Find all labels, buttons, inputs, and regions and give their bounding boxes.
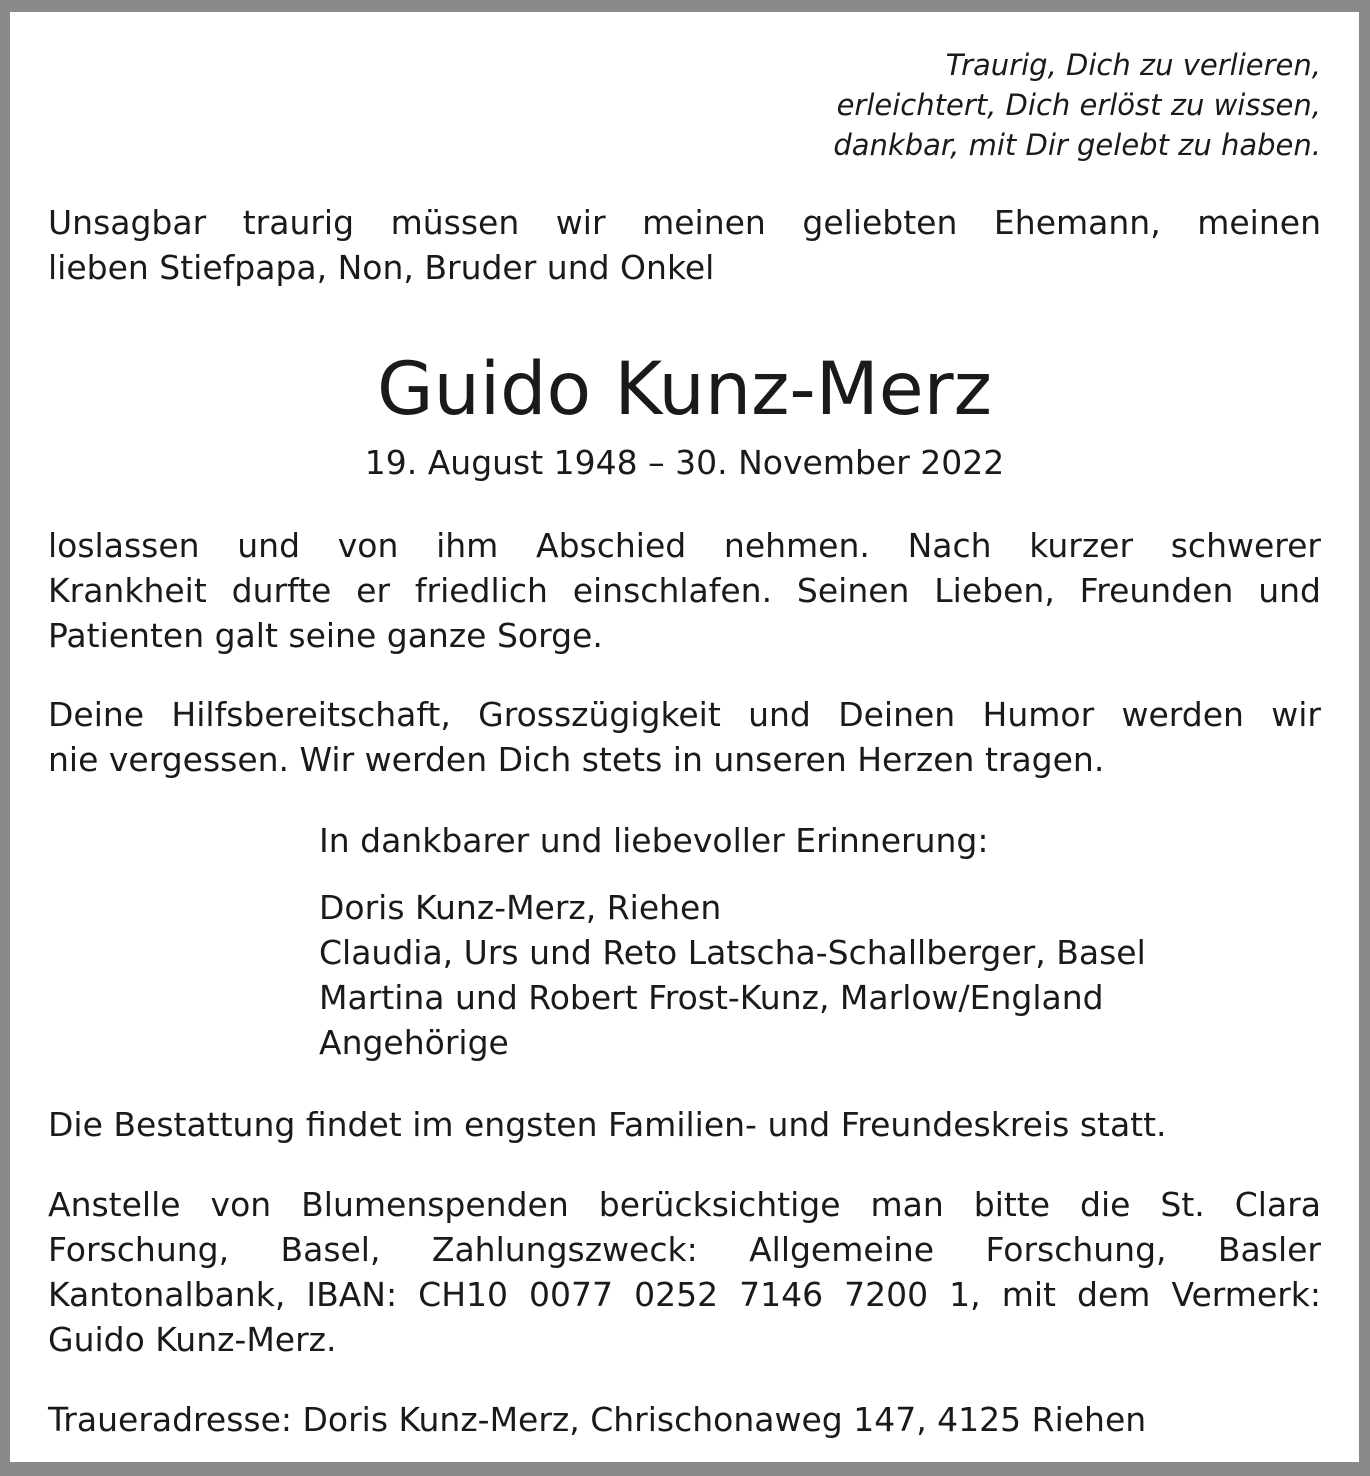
signers-intro bbox=[319, 818, 1319, 863]
deceased-name: Guido Kunz-Merz bbox=[377, 347, 992, 432]
farewell-line: loslassen und von ihm Abschied nehmen. Nach kurzer schwerer bbox=[48, 526, 1321, 565]
donation-line: Anstelle von Blumenspenden berücksichtige man bitte die St. Clara bbox=[48, 1185, 1321, 1224]
donation-line: Guido Kunz-Merz. bbox=[48, 1320, 337, 1359]
donation-line: Kantonalbank, IBAN: CH10 0077 0252 7146 7200 1, mit dem Vermerk: bbox=[48, 1275, 1321, 1314]
mourning-address: Traueradresse: Doris Kunz-Merz, Chrischonaweg 147, 4125 Riehen bbox=[48, 1400, 1147, 1439]
farewell-paragraph bbox=[48, 523, 1321, 658]
farewell-line: Krankheit durfte er friedlich einschlafen. Seinen Lieben, Freunden und bbox=[48, 571, 1321, 610]
donation-line: Forschung, Basel, Zahlungszweck: Allgemeine Forschung, Basler bbox=[48, 1230, 1321, 1269]
intro-paragraph bbox=[48, 200, 1321, 290]
quote-line: Traurig, Dich zu verlieren, bbox=[945, 48, 1321, 82]
epigraph-quote bbox=[48, 45, 1321, 165]
intro-line: Unsagbar traurig müssen wir meinen geliebten Ehemann, meinen bbox=[48, 203, 1321, 242]
signer-name: Angehörige bbox=[319, 1023, 509, 1062]
intro-line: lieben Stiefpapa, Non, Bruder und Onkel bbox=[48, 248, 715, 287]
memory-line: nie vergessen. Wir werden Dich stets in unseren Herzen tragen. bbox=[48, 740, 1105, 779]
donation-paragraph bbox=[48, 1182, 1321, 1362]
signers-intro-text: In dankbarer und liebevoller Erinnerung: bbox=[319, 821, 989, 860]
signer-name: Doris Kunz-Merz, Riehen bbox=[319, 888, 722, 927]
life-dates: 19. August 1948 – 30. November 2022 bbox=[364, 443, 1005, 482]
burial-notice: Die Bestattung findet im engsten Familien- und Freundeskreis statt. bbox=[48, 1105, 1167, 1144]
quote-line: erleichtert, Dich erlöst zu wissen, bbox=[836, 88, 1321, 122]
signers-list bbox=[319, 885, 1319, 1065]
memory-line: Deine Hilfsbereitschaft, Grosszügigkeit und Deinen Humor werden wir bbox=[48, 695, 1321, 734]
obituary-notice bbox=[10, 12, 1359, 1462]
farewell-line: Patienten galt seine ganze Sorge. bbox=[48, 616, 603, 655]
signer-name: Martina und Robert Frost-Kunz, Marlow/England bbox=[319, 978, 1104, 1017]
quote-line: dankbar, mit Dir gelebt zu haben. bbox=[833, 128, 1321, 162]
signer-name: Claudia, Urs und Reto Latscha-Schallberger, Basel bbox=[319, 933, 1146, 972]
memory-paragraph bbox=[48, 692, 1321, 782]
